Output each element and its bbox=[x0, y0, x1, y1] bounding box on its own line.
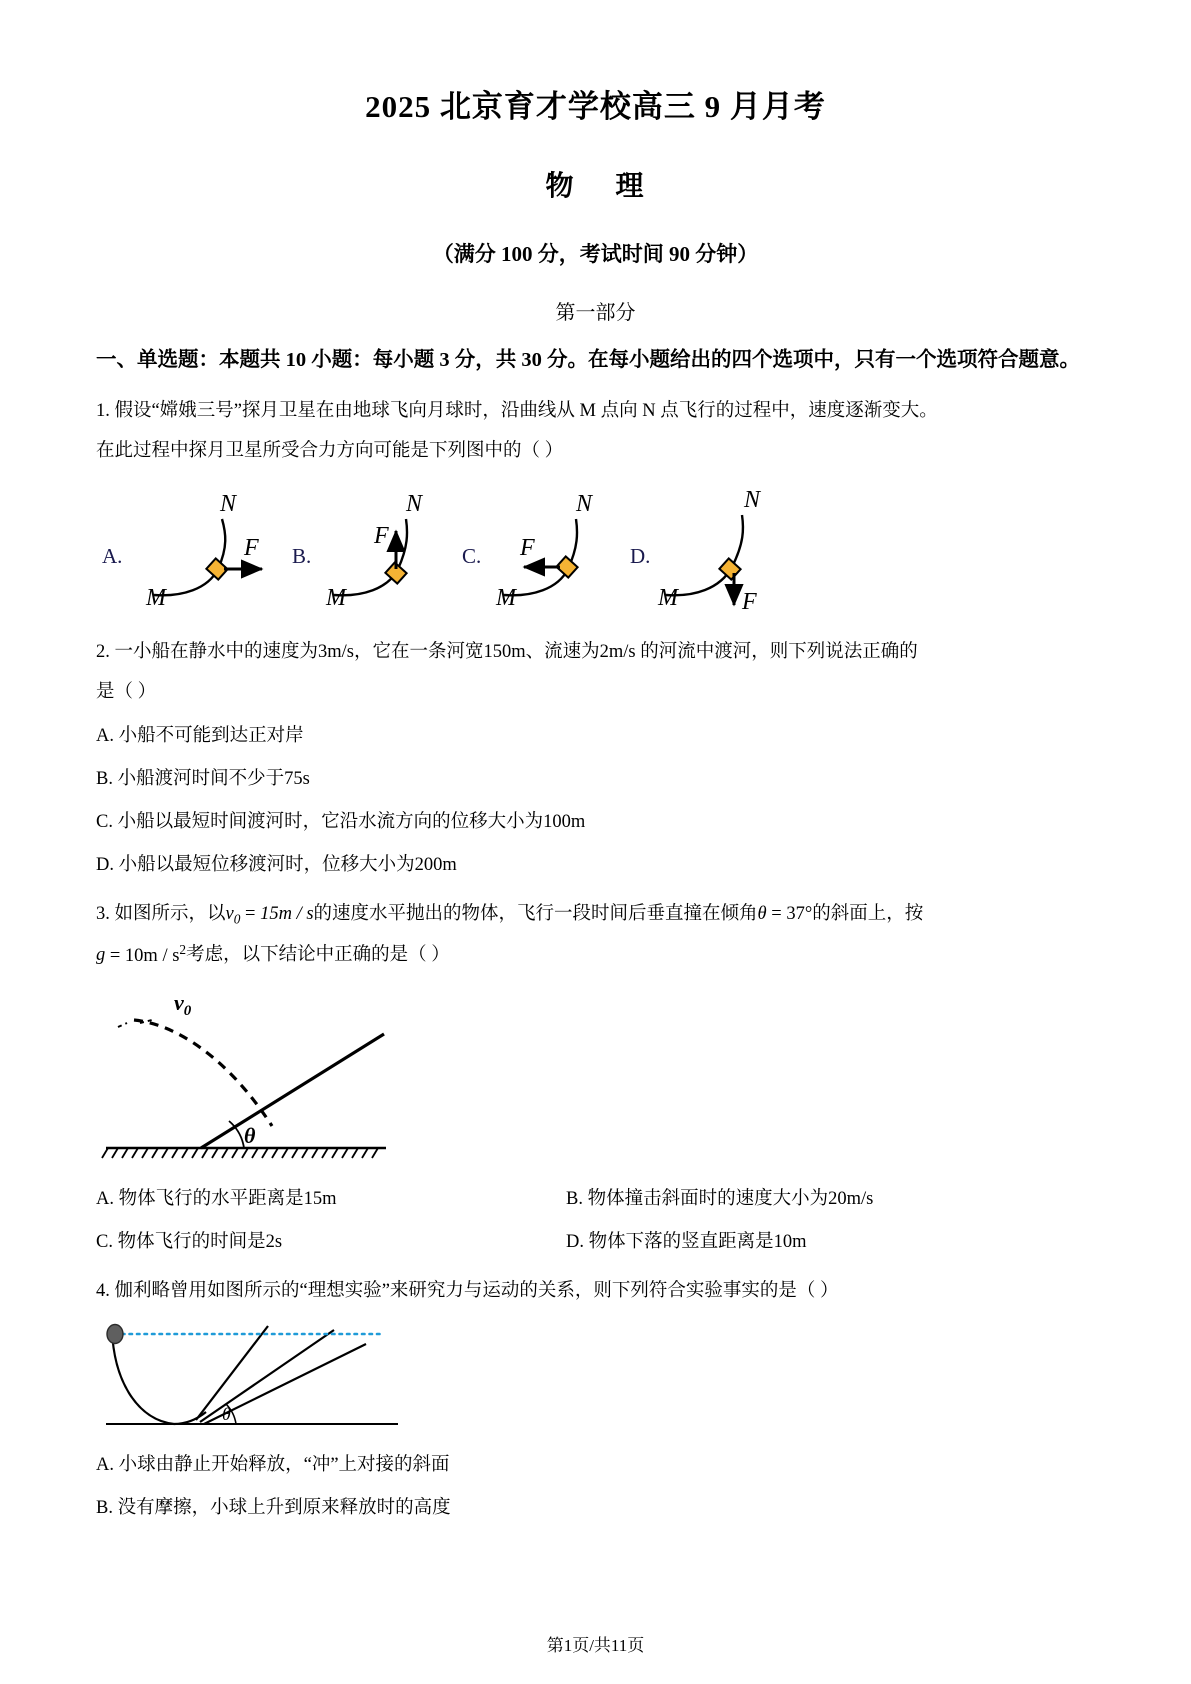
question-3-stem-line1 bbox=[96, 884, 1095, 934]
question-3-g-expression: $g = 10m / s^2$ bbox=[96, 941, 187, 966]
question-2-option-d: D. 小船以最短位移渡河时，位移大小为200m bbox=[96, 854, 457, 875]
svg-text:D.: D. bbox=[630, 543, 651, 568]
question-3-figure bbox=[96, 976, 1095, 1175]
svg-text:N: N bbox=[744, 486, 761, 513]
question-1-figure bbox=[96, 471, 1095, 622]
svg-text:M: M bbox=[146, 584, 166, 611]
question-4-option-b: B. 没有摩擦，小球上升到原来释放时的高度 bbox=[96, 1498, 451, 1519]
svg-text:A.: A. bbox=[102, 543, 123, 568]
question-1-stem-line2: 在此过程中探月卫星所受合力方向可能是下列图中的（ ） bbox=[96, 440, 564, 461]
svg-text:F: F bbox=[244, 534, 259, 561]
question-3-stem-line2-post: 考虑，以下结论中正确的是（ ） bbox=[186, 945, 450, 966]
question-2-option-b: B. 小船渡河时间不少于75s bbox=[96, 768, 310, 789]
question-3-option-c: C. 物体飞行的时间是2s bbox=[96, 1231, 283, 1252]
svg-text:F: F bbox=[520, 534, 535, 561]
question-3-stem-line2 bbox=[96, 933, 1095, 975]
part-title: 第一部分 bbox=[555, 301, 636, 324]
question-3-options-row-2 bbox=[96, 1218, 1095, 1261]
question-3-option-a: A. 物体飞行的水平距离是15m bbox=[96, 1188, 337, 1209]
subject-char-left: 物 bbox=[545, 170, 576, 202]
svg-text:F: F bbox=[374, 522, 389, 549]
exam-meta: （满分 100 分，考试时间 90 分钟） bbox=[432, 241, 759, 266]
question-1-stem-line1: 1. 假设“嫦娥三号”探月卫星在由地球飞向月球时，沿曲线从 M 点向 N 点飞行的过程中，速度逐渐变大。 bbox=[96, 400, 938, 421]
svg-text:N: N bbox=[576, 490, 593, 517]
question-2-stem-line2: 是（ ） bbox=[96, 681, 157, 702]
svg-text:M: M bbox=[658, 584, 678, 611]
subject-char-right: 理 bbox=[615, 170, 646, 202]
question-4-figure bbox=[96, 1310, 1095, 1441]
projectile-incline-svg bbox=[96, 980, 516, 1170]
question-3-options-row-1 bbox=[96, 1175, 1095, 1218]
question-3-v0-expression: $v_0 = 15m / s$ bbox=[225, 903, 314, 927]
svg-text:C.: C. bbox=[462, 543, 482, 568]
svg-text:θ: θ bbox=[244, 1122, 256, 1148]
svg-text:v0: $v_0$ bbox=[174, 989, 192, 1019]
galileo-ideal-experiment-svg bbox=[96, 1316, 496, 1436]
question-2-option-a: A. 小船不可能到达正对岸 bbox=[96, 725, 304, 746]
subject-title bbox=[96, 128, 1095, 204]
svg-text:F: F bbox=[742, 588, 757, 615]
question-2-option-c: C. 小船以最短时间渡河时，它沿水流方向的位移大小为100m bbox=[96, 811, 586, 832]
svg-text:B.: B. bbox=[292, 543, 312, 568]
svg-text:N: N bbox=[220, 490, 237, 517]
svg-text:N: N bbox=[406, 490, 423, 517]
four-trajectory-force-diagrams-svg bbox=[96, 477, 796, 617]
question-3-option-b: B. 物体撞击斜面时的速度大小为20m/s bbox=[566, 1188, 874, 1209]
question-3-stem-pre: 3. 如图所示，以 bbox=[96, 903, 226, 924]
svg-text:θ: θ bbox=[222, 1404, 231, 1425]
section-heading: 一、单选题：本题共 10 小题：每小题 3 分，共 30 分。在每小题给出的四个选项中，只有一个选项符合题意。 bbox=[96, 348, 1080, 371]
question-3-stem-end: 的斜面上，按 bbox=[812, 903, 924, 924]
page-title: 2025 北京育才学校高三 9 月月考 bbox=[365, 89, 826, 124]
svg-text:M: M bbox=[326, 584, 346, 611]
question-4-option-a: A. 小球由静止开始释放，“冲”上对接的斜面 bbox=[96, 1455, 450, 1476]
question-3-theta-expression: θ = 37° bbox=[757, 903, 813, 924]
svg-text:M: M bbox=[496, 584, 516, 611]
question-3-stem-post: 的速度水平抛出的物体，飞行一段时间后垂直撞在倾角 bbox=[313, 903, 758, 924]
page-footer: 第1页/共11页 bbox=[546, 1636, 645, 1655]
question-3-option-d: D. 物体下落的竖直距离是10m bbox=[566, 1231, 807, 1252]
question-4-stem-line1: 4. 伽利略曾用如图所示的“理想实验”来研究力与运动的关系，则下列符合实验事实的是（ ） bbox=[96, 1280, 839, 1301]
question-2-stem-line1: 2. 一小船在静水中的速度为3m/s，它在一条河宽150m、流速为2m/s 的河流中渡河，则下列说法正确的 bbox=[96, 641, 918, 662]
